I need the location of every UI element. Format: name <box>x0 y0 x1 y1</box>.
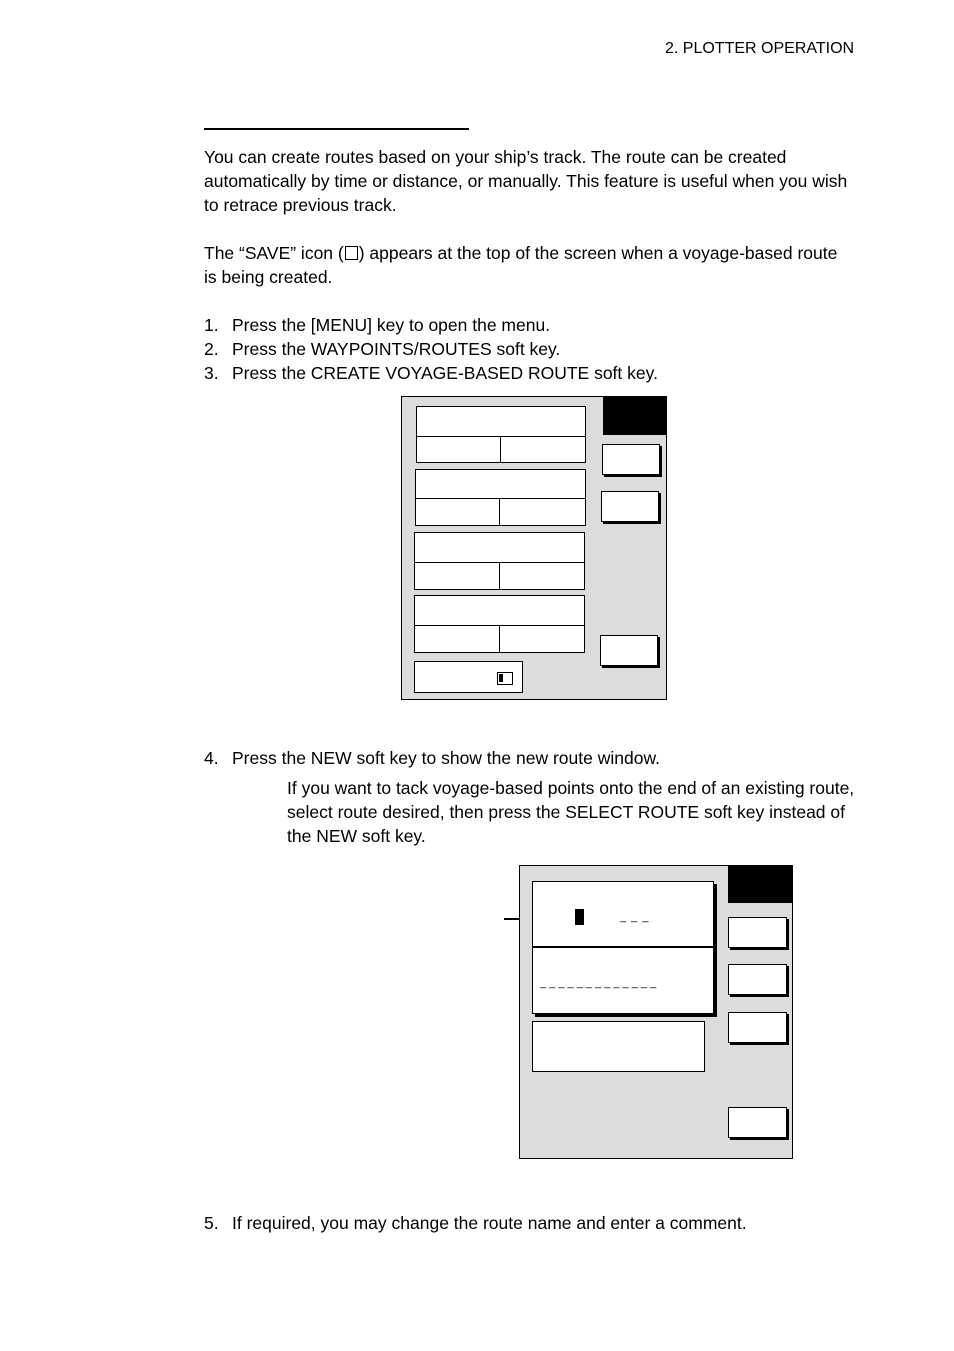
route-comment-field[interactable]: _ _ _ _ _ _ _ _ _ _ _ _ _ <box>540 977 657 989</box>
softkey-1[interactable] <box>728 917 787 948</box>
route-list-row-3-cell-a <box>414 562 500 590</box>
route-edit-divider <box>533 946 713 948</box>
route-name-field[interactable]: _ _ _ <box>620 911 650 923</box>
softkey-select-route[interactable] <box>601 491 659 522</box>
name-cursor[interactable] <box>575 909 584 925</box>
step-2: 2. Press the WAYPOINTS/ROUTES soft key. <box>204 339 561 359</box>
softkey-2[interactable] <box>728 964 787 995</box>
route-list-row-1-cell-a <box>416 436 501 463</box>
step-3: 3. Press the CREATE VOYAGE-BASED ROUTE soft key. <box>204 363 658 383</box>
route-list-row-1-header <box>416 406 586 437</box>
softkey-return[interactable] <box>600 635 658 666</box>
route-list-row-1-cell-b <box>500 436 586 463</box>
route-list-row-3-cell-b <box>499 562 585 590</box>
intro-paragraph: You can create routes based on your ship’s track. The route can be created automatically by time or distance, or manually. This feature is useful when you wish to retrace previous track. <box>204 147 848 215</box>
voyage-route-menu-screen <box>401 396 667 700</box>
route-info-box <box>532 1021 705 1072</box>
page-indicator-box <box>414 661 523 693</box>
save-paragraph-end: ) appears at the top of the screen when a voyage-based route is being created. <box>204 243 838 287</box>
route-list-row-3-header <box>414 532 585 563</box>
softkey-title-block <box>603 397 666 435</box>
chapter-header: 2. PLOTTER OPERATION <box>665 40 855 57</box>
new-route-window-screen <box>519 865 793 1159</box>
softkey-3[interactable] <box>728 1012 787 1043</box>
save-paragraph-start: The “SAVE” icon ( <box>204 243 344 263</box>
route-list-row-4-cell-b <box>499 625 585 653</box>
note-paragraph: If you want to tack voyage-based points onto the end of an existing route, select route desired, then press the SELECT ROUTE soft key instead of the NEW soft key. <box>287 778 855 846</box>
step-4: 4. Press the NEW soft key to show the new route window. <box>204 748 660 768</box>
softkey-new[interactable] <box>602 444 660 475</box>
save-icon <box>345 246 358 260</box>
softkey-title-block-2 <box>728 866 792 903</box>
route-list-row-2-header <box>415 469 586 499</box>
step-1: 1. Press the [MENU] key to open the menu. <box>204 315 551 335</box>
route-list-row-2-cell-b <box>499 498 586 526</box>
step-5: 5. If required, you may change the route name and enter a comment. <box>204 1213 747 1233</box>
route-list-row-4-cell-a <box>414 625 500 653</box>
route-list-row-2-cell-a <box>415 498 500 526</box>
softkey-return-2[interactable] <box>728 1107 787 1138</box>
route-list-row-4-header <box>414 595 585 626</box>
route-edit-panel <box>532 881 714 1014</box>
scroll-indicator-icon <box>497 672 513 685</box>
section-title-rule <box>204 128 469 130</box>
save-icon-paragraph <box>204 241 854 289</box>
